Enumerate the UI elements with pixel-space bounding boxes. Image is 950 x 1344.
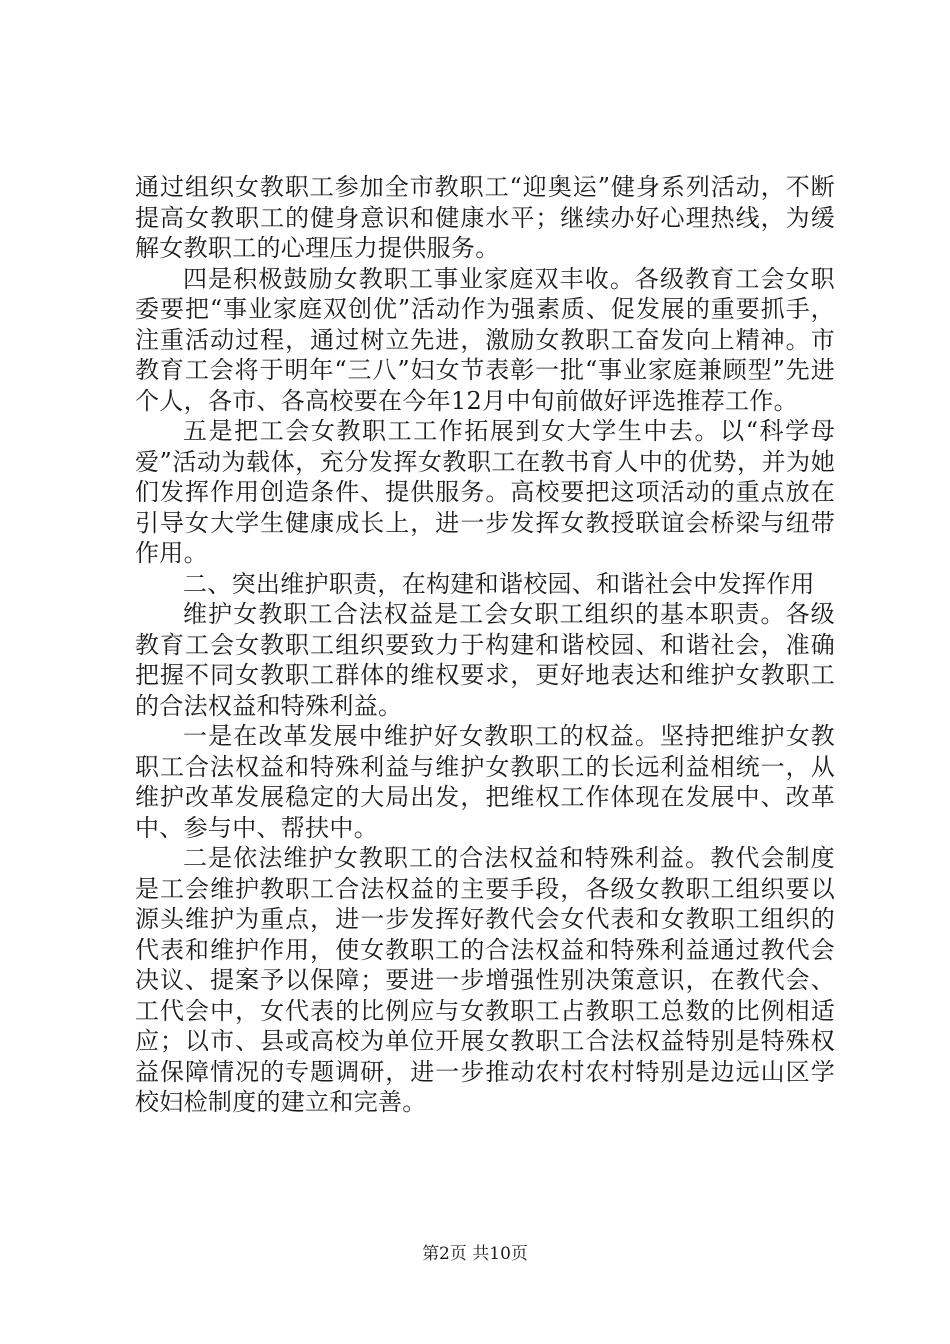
paragraph: 四是积极鼓励女教职工事业家庭双丰收。各级教育工会女职委要把“事业家庭双创优”活动作为强素质、促发展的重要抓手，注重活动过程，通过树立先进，激励女教职工奋发向上精神。市教育工会将于明年“三八”妇女节表彰一批“事业家庭兼顾型”先进个人，各市、各高校要在今年12月中旬前做好评选推荐工作。 [135, 264, 835, 415]
paragraph: 五是把工会女教职工工作拓展到女大学生中去。以“科学母爱”活动为载体，充分发挥女教职工在教书育人中的优势，并为她们发挥作用创造条件、提供服务。高校要把这项活动的重点放在引导女大学生健康成长上，进一步发挥女教授联谊会桥梁与纽带作用。 [135, 417, 835, 567]
paragraph: 通过组织女教职工参加全市教职工“迎奥运”健身系列活动，不断提高女教职工的健身意识和健康水平；继续办好心理热线，为缓解女教职工的心理压力提供服务。 [135, 173, 835, 262]
paragraph: 二是依法维护女教职工的合法权益和特殊利益。教代会制度是工会维护教职工合法权益的主要手段，各级女教职工组织要以源头维护为重点，进一步发挥好教代会女代表和女教职工组织的代表和维护作用，使女教职工的合法权益和特殊利益通过教代会决议、提案予以保障；要进一步增强性别决策意识，在教代会、工代会中，女代表的比例应与女教职工占教职工总数的比例相适应；以市、县或高校为单位开展女教职工合法权益特别是特殊权益保障情况的专题调研，进一步推动农村农村特别是边远山区学校妇检制度的建立和完善。 [135, 844, 835, 1116]
paragraph: 二、突出维护职责，在构建和谐校园、和谐社会中发挥作用 [183, 569, 815, 598]
page-footer: 第2页 共10页 [422, 1244, 528, 1264]
document-body [135, 172, 835, 1118]
paragraph: 维护女教职工合法权益是工会女职工组织的基本职责。各级教育工会女教职工组织要致力于构建和谐校园、和谐社会，准确把握不同女教职工群体的维权要求，更好地表达和维护女教职工的合法权益和特殊利益。 [135, 600, 835, 720]
paragraph: 一是在改革发展中维护好女教职工的权益。坚持把维护女教职工合法权益和特殊利益与维护女教职工的长远利益相统一，从维护改革发展稳定的大局出发，把维权工作体现在发展中、改革中、参与中、帮扶中。 [135, 722, 835, 842]
